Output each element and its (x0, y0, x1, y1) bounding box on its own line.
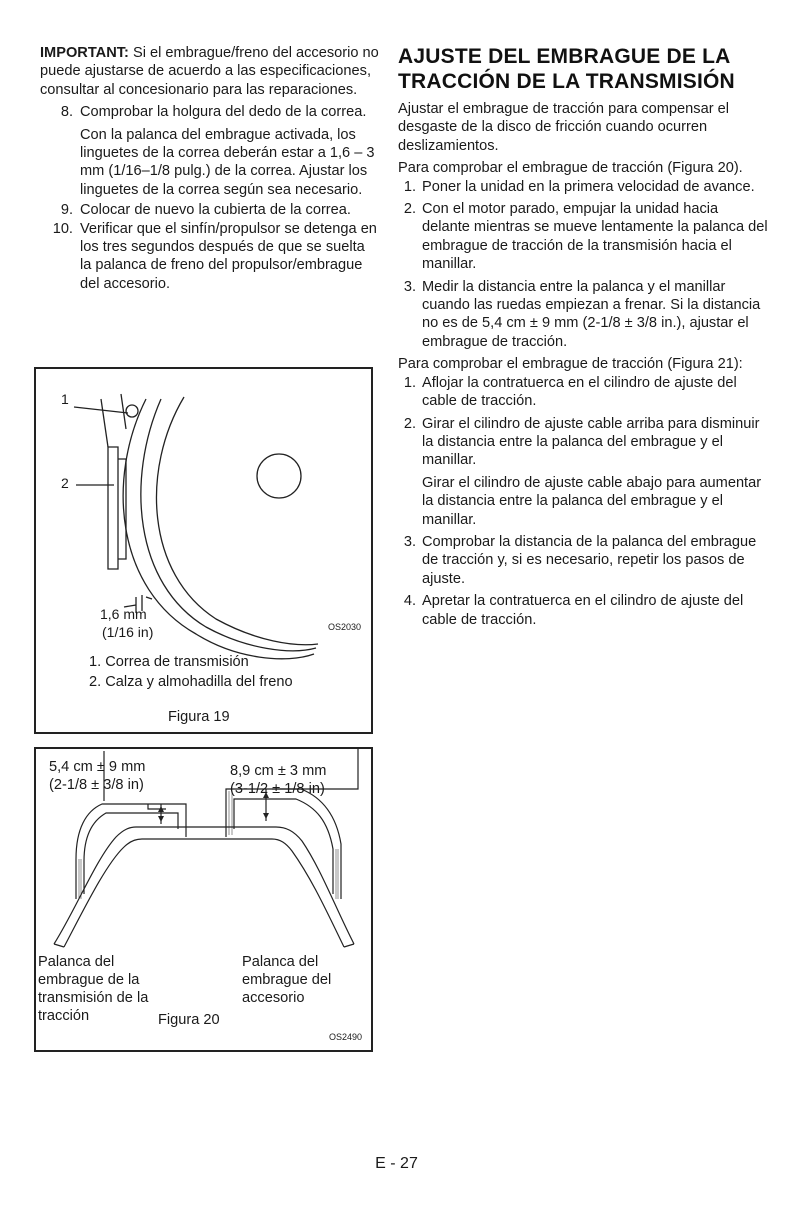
step-text: Comprobar la distancia de la palanca del embrague de tracción y, si es necesario, repetir los pasos de ajuste. (422, 533, 757, 587)
step-text: Poner la unidad en la primera velocidad de avance. (422, 178, 755, 195)
dimension-left-cm: 5,4 cm ± 9 mm (49, 759, 146, 775)
label-right-line2: embrague del (242, 972, 332, 988)
label-left-line3: transmisión de la (38, 990, 149, 1006)
figure-20 (34, 747, 373, 1052)
important-text: Si el embrague/freno del accesorio no puede ajustarse de acuerdo a las especificaciones, consultar al concesionario para las reparaciones. (40, 45, 379, 98)
dimension-mm: 1,6 mm (100, 606, 147, 622)
step-text: Colocar de nuevo la cubierta de la correa. (80, 202, 351, 219)
check2-step-3 (398, 533, 768, 588)
step-9 (40, 201, 380, 219)
step-2-detail: Girar el cilindro de ajuste cable abajo para aumentar la distancia entre la palanca del embrague y el manillar. (422, 474, 762, 528)
step-text: Apretar la contratuerca en el cilindro de ajuste del cable de tracción. (422, 593, 744, 628)
dimension-in: (1/16 in) (102, 624, 154, 640)
legend-item-2: 2. Calza y almohadilla del freno (89, 674, 293, 690)
section-title-line1: AJUSTE DEL EMBRAGUE DE LA (398, 45, 731, 68)
dimension-right-cm: 8,9 cm ± 3 mm (230, 763, 327, 779)
step-number: 3. (403, 278, 416, 295)
check2-step-1 (398, 374, 768, 411)
important-note (40, 44, 380, 99)
label-left-line1: Palanca del (38, 954, 115, 970)
label-left-line2: embrague de la (38, 972, 140, 988)
check2-heading: Para comprobar el embrague de tracción (Figura 21): (398, 356, 743, 373)
label-right-line3: accesorio (242, 990, 305, 1006)
important-label: IMPORTANT: (40, 45, 129, 61)
step-number: 10. (52, 220, 73, 237)
step-number: 1. (403, 178, 416, 195)
dimension-left-in: (2-1/8 ± 3/8 in) (49, 777, 144, 793)
check1-heading: Para comprobar el embrague de tracción (Figura 20). (398, 160, 743, 177)
label-right-line1: Palanca del (242, 954, 319, 970)
step-number: 8. (60, 104, 73, 121)
left-column (40, 44, 380, 293)
figure-caption: Figura 19 (168, 709, 230, 725)
dimension-right-in: (3-1/2 ± 1/8 in) (230, 781, 325, 797)
check1-step-3 (398, 278, 768, 352)
figure-code: OS2030 (328, 622, 362, 632)
figure-19 (34, 367, 373, 734)
step-number: 2. (403, 415, 416, 432)
step-number: 1. (403, 374, 416, 391)
step-10 (40, 220, 380, 294)
step-number: 9. (60, 202, 73, 219)
legend-item-1: 1. Correa de transmisión (89, 654, 249, 670)
figure-caption: Figura 20 (158, 1012, 220, 1028)
right-column (398, 44, 768, 629)
callout-1: 1 (61, 391, 69, 407)
step-text: Medir la distancia entre la palanca y el manillar cuando las ruedas empiezan a frenar. Si la distancia no es de 5,4 cm ± 9 mm (2-1/8 ± 3/8 in.), ajustar el embrague de tracción. (422, 278, 761, 350)
page-number: E - 27 (375, 1155, 418, 1172)
figure-code: OS2490 (329, 1032, 363, 1042)
section-title-line2: TRACCIÓN DE LA TRANSMISIÓN (398, 70, 735, 93)
step-number: 4. (403, 593, 416, 610)
step-number: 2. (403, 201, 416, 218)
check2-step-4 (398, 592, 768, 629)
step-number: 3. (403, 533, 416, 550)
callout-2: 2 (61, 475, 69, 491)
check2-step-2 (398, 415, 768, 529)
check1-step-1 (398, 178, 768, 196)
step-8 (40, 103, 380, 199)
step-8-detail: Con la palanca del embrague activada, los linguetes de la correa deberán estar a 1,6 – 3 mm (1/16–1/8 pulg.) de la correa. Ajustar los linguetes de la correa según sea necesario. (80, 126, 375, 198)
step-text: Girar el cilindro de ajuste cable arriba para disminuir la distancia entre la palanca del embrague y el manillar. (422, 415, 760, 469)
intro-paragraph: Ajustar el embrague de tracción para compensar el desgaste de la disco de fricción cuando ocurren deslizamientos. (398, 101, 729, 154)
check1-step-2 (398, 200, 768, 274)
step-text: Aflojar la contratuerca en el cilindro de ajuste del cable de tracción. (422, 374, 737, 410)
step-text: Con el motor parado, empujar la unidad hacia delante mientras se mueve lentamente la palanca del embrague de tracción de la transmisión hacia el manillar. (422, 201, 768, 273)
step-text: Verificar que el sinfín/propulsor se detenga en los tres segundos después de que se suelta la palanca de freno del propulsor/embrague del accesorio. (80, 220, 377, 292)
step-text: Comprobar la holgura del dedo de la correa. (80, 104, 367, 121)
section-title (398, 44, 768, 94)
label-left-line4: tracción (38, 1008, 90, 1024)
